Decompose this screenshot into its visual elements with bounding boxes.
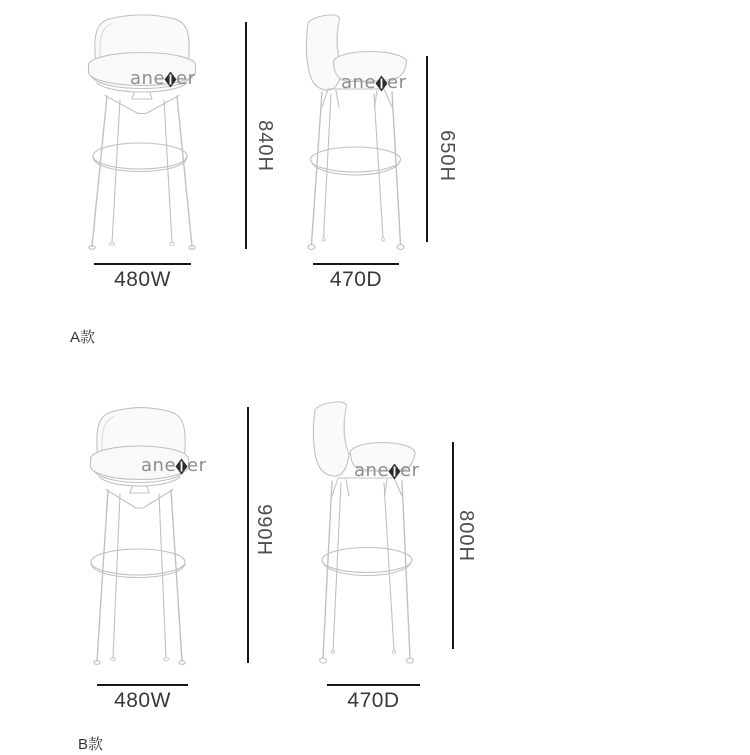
depth-dimension-line-a-side <box>313 263 399 265</box>
width-dimension-label-a-front: 480W <box>114 268 171 291</box>
depth-dimension-line-b-side <box>327 684 420 686</box>
watermark-suffix: er <box>400 460 420 481</box>
watermark <box>130 68 196 89</box>
width-dimension-line-b-front <box>97 684 188 686</box>
height-dimension-line-b-side <box>452 442 454 649</box>
stool-side-sketch-a <box>303 13 409 266</box>
stool-front-sketch-b <box>88 400 196 672</box>
height-dimension-label-a-side: 650H <box>436 130 458 182</box>
height-dimension-label-b-front: 990H <box>253 504 275 556</box>
watermark-prefix: ane <box>341 72 377 93</box>
watermark <box>141 455 207 476</box>
height-dimension-label-b-side: 800H <box>455 510 477 562</box>
watermark <box>354 460 420 481</box>
height-dimension-line-b-front <box>247 407 249 663</box>
width-dimension-label-b-front: 480W <box>114 689 171 712</box>
watermark-prefix: ane <box>130 68 166 89</box>
depth-dimension-label-a-side: 470D <box>329 268 383 291</box>
depth-dimension-label-b-side: 470D <box>347 689 400 712</box>
watermark-suffix: er <box>187 455 207 476</box>
watermark-suffix: er <box>387 72 407 93</box>
height-dimension-line-a-side <box>426 56 428 242</box>
watermark-prefix: ane <box>354 460 390 481</box>
width-dimension-line-a-front <box>94 263 191 265</box>
stool-front-sketch-a <box>85 8 199 256</box>
height-dimension-label-a-front: 840H <box>254 120 276 172</box>
style-b-label: B款 <box>78 736 104 753</box>
watermark <box>341 72 407 93</box>
style-a-label: A款 <box>70 329 96 346</box>
stool-side-sketch-b <box>310 400 418 672</box>
watermark-prefix: ane <box>141 455 177 476</box>
watermark-suffix: er <box>176 68 196 89</box>
height-dimension-line-a-front <box>245 22 247 249</box>
